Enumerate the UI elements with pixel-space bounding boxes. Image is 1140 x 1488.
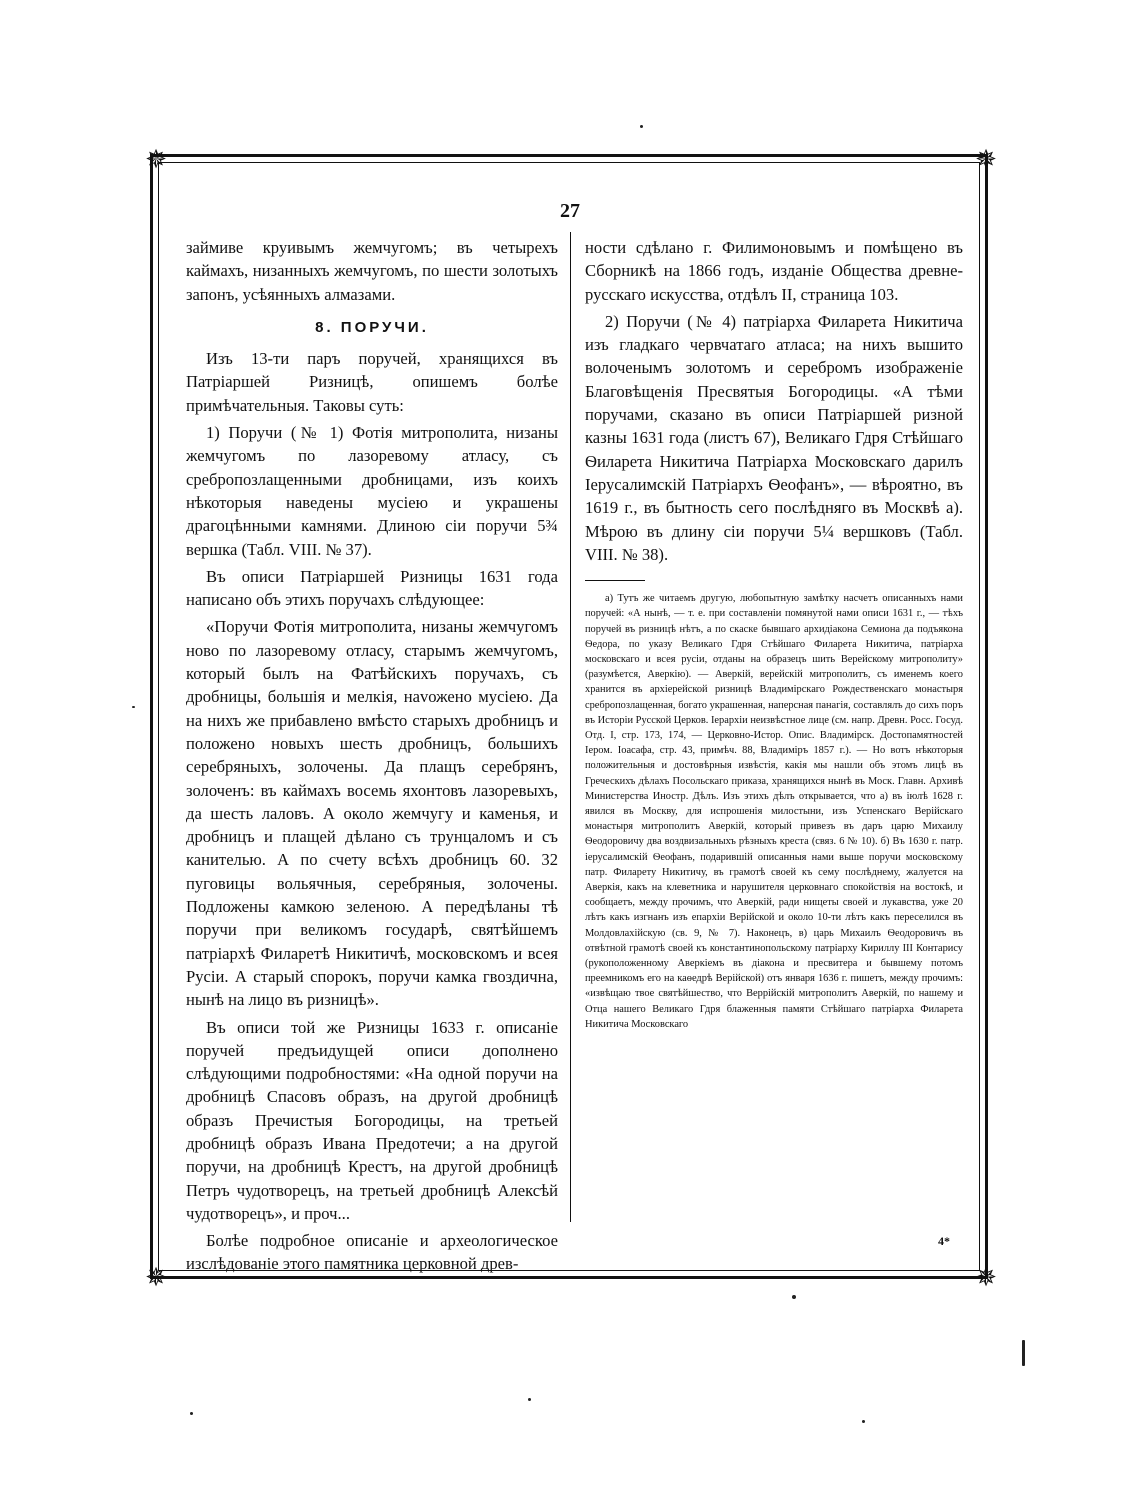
scan-speck bbox=[640, 125, 643, 128]
scan-speck bbox=[1022, 1340, 1025, 1366]
page-number: 27 bbox=[560, 200, 580, 222]
left-column bbox=[186, 236, 558, 1280]
section-title: 8. ПОРУЧИ. bbox=[315, 318, 429, 336]
footnote: а) Тутъ же читаемъ другую, любопытную замѣтку насчетъ описанныхъ нами поручей: «А нынѣ, — т. е. при составленіи помянутой нами описи 1631 г., — тѣхъ поручей въ ризницѣ нѣтъ, а по скаске бывшаго архидіакона Семиона да подъякона Ѳедора, по указу Великаго Гдря Стѣйшаго Филарета Никитича, патріарха московскаго и всея русіи, отданы на образецъ шить Верейскому митрополиту» (разумѣется, Аверкію). — Аверкій, верейскій митрополитъ, съ именемъ коего хранится въ архіерейской ризницѣ Владимірскаго Рождественскаго монастыря сребропозлащенная, богато украшенная, наперсная панагія, составлялъ до сихъ поръ въ Исторіи Русской Церков. Іерархіи неизвѣстное лице (см. напр. Древн. Росс. Госуд. Отд. I, стр. 173, 174, — Церковно-Истор. Опис. Владимірск. Достопамятностей Іером. Іоасафа, стр. 43, примѣч. 88, Владиміръ 1857 г.). — Но вотъ нѣкоторыя положительныя и достовѣрныя извѣстія, какія мы нашли объ этомъ лицѣ въ Греческихъ дѣлахъ Посольскаго приказа, хранящихся нынѣ въ Моск. Главн. Архивѣ Министерства Иностр. Дѣлъ. Изъ этихъ дѣлъ открывается, что а) въ іюлѣ 1628 г. явился въ Москву, для испрошенія милостыни, изъ Успенскаго Верійскаго монастыря митрополитъ Аверкій, который привезъ въ даръ царю Михаилу Ѳеодоровичу два воздвизальныхъ рѣзныхъ креста (связ. 6 № 10). б) Въ 1630 г. патр. іерусалимскій Ѳеофанъ, подарившій описанныя нами выше поручи московскому патр. Филарету Никитичу, въ грамотѣ своей къ сему послѣднему, жалуется на Аверкія, какъ на клеветника и нарушителя церковнаго спокойствія на востокѣ, и сообщаетъ, между прочимъ, что Аверкій, ради нищеты своей и лукавства, уже 20 лѣтъ какъ изгнанъ изъ епархіи Верійской и около 10-ти лѣтъ какъ переселился въ Молдовлахійскую (св. 9, № 7). Наконецъ, в) царь Михаилъ Ѳеодоровичъ въ отвѣтной грамотѣ своей къ константинопольскому патріарху Кириллу III Контарису (рукоположенному Аверкіемъ въ діакона и пресвитера и бывшему потомъ преемникомъ его на каѳедрѣ Верійской) отъ января 1636 г. пишетъ, между прочимъ: «извѣщаю твое святѣйшество, что Веррійскій митрополитъ Аверкій, по нашему и Отца нашего Великаго Гдря блаженныя памяти Стѣйшаго патріарха Филарета Никитича Московскаго bbox=[585, 593, 963, 1030]
scan-speck bbox=[190, 1412, 193, 1415]
paragraph: Изъ 13-ти паръ поручей, хранящихся въ Патріаршей Ризницѣ, опишемъ болѣе примѣчательныя. Таковы суть: bbox=[186, 349, 558, 415]
paragraph: Болѣе подробное описаніе и археологическое изслѣдованіе этого памятника церковной древ- bbox=[186, 1231, 558, 1274]
paragraph: Въ описи Патріаршей Ризницы 1631 года написано объ этихъ поручахъ слѣдующее: bbox=[186, 566, 558, 610]
scan-speck bbox=[132, 706, 135, 708]
scan-speck bbox=[792, 1295, 796, 1299]
signature-mark: 4* bbox=[938, 1234, 950, 1248]
right-column bbox=[585, 236, 963, 1036]
corner-ornament-icon: ✵ bbox=[975, 1263, 997, 1292]
paragraph: ности сдѣлано г. Филимоновымъ и помѣщено въ Сборникѣ на 1866 годъ, изданіе Общества древне-русскаго искусства, отдѣлъ II, страница 103. bbox=[585, 238, 963, 304]
corner-ornament-icon: ✵ bbox=[145, 1263, 167, 1292]
paragraph: займиве круивымъ жемчугомъ; въ четырехъ каймахъ, низанныхъ жемчугомъ, по шести золотыхъ запонъ, усѣянныхъ алмазами. bbox=[186, 238, 558, 304]
corner-ornament-icon: ✵ bbox=[975, 145, 997, 174]
scan-speck bbox=[528, 1398, 531, 1401]
paragraph: «Поручи Фотія митрополита, низаны жемчугомъ ново по лазоревому отласу, старымъ жемчугомъ, который былъ на Фатѣйскихъ поручахъ, съ дробницы, большія и мелкія, наvожено мусіею. Да на нихъ же прибавлено вмѣсто старыхъ дробницъ и положено новыхъ шесть дробницъ, большихъ серебряныхъ, золочены. Да плащъ серебрянъ, золоченъ: въ каймахъ восемь яхонтовъ лазоревыхъ, да шесть лаловъ. А около жемчугу и каменья, и дробницъ и плащей дѣлано съ трунцаломъ и съ канителью. А по счету всѣхъ дробницъ 60. 32 пуговицы вольячныя, серебряныя, золочены. Подложены камкою зеленою. А передѣланы тѣ поручи при великомъ государѣ, святѣйшемъ патріархѣ Филаретѣ Никитичѣ, московскомъ и всея Русіи. А старый спорокъ, поручи камка гвоздична, нынѣ на лицо въ ризницѣ». bbox=[186, 617, 558, 1010]
paragraph: Въ описи той же Ризницы 1633 г. описаніе поручей предъидущей описи дополнено слѣдующими подробностями: «На одной поручи на дробницѣ Спасовъ образъ, на другой дробницѣ образъ Пречистыя Богородицы, на третьей дробницѣ образъ Ивана Предотечи; а на другой поручи, на дробницѣ Крестъ, на другой дробницѣ Петръ чудотворецъ, на третьей дробницѣ Алексѣй чудотворецъ», и проч... bbox=[186, 1017, 558, 1223]
corner-ornament-icon: ✵ bbox=[145, 145, 167, 174]
scan-speck bbox=[862, 1420, 865, 1423]
paragraph: 2) Поручи (№ 4) патріарха Филарета Никитича изъ гладкаго червчатаго атласа; на нихъ вышито волоченымъ золотомъ и серебромъ изображеніе Благовѣщенія Пресвятыя Богородицы. «А тѣми поручами, сказано въ описи Патріаршей ризной казны 1631 года (листъ 67), Великаго Гдря Стѣйшаго Ѳиларета Никитича Патріарха Московскаго дарилъ Іерусалимскій Патріархъ Ѳеофанъ», — вѣроятно, въ 1619 г., въ бытность сего послѣдняго въ Москвѣ а). Мѣрою въ длину сіи поручи 5¼ вершковъ (Табл. VIII. № 38). bbox=[585, 311, 963, 564]
column-divider bbox=[570, 232, 571, 1222]
paragraph: 1) Поручи (№ 1) Фотія митрополита, низаны жемчугомъ по лазоревому атласу, съ сребропозлащенными дробницами, изъ коихъ нѣкоторыя наведены мусіею и украшены драгоцѣнными камнями. Длиною сіи поручи 5¾ вершка (Табл. VIII. № 37). bbox=[186, 423, 558, 559]
footnote-rule bbox=[585, 580, 645, 581]
